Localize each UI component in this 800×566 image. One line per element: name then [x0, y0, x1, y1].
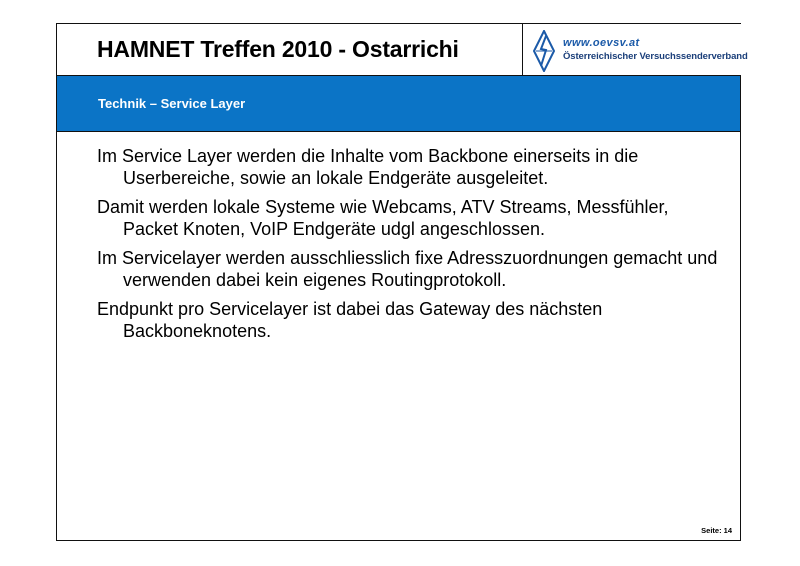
- section-subtitle: Technik – Service Layer: [98, 96, 246, 111]
- paragraph-1: Im Service Layer werden die Inhalte vom Backbone einerseits in die Userbereiche, sowie an lokale Endgeräte ausgeleitet.: [97, 146, 639, 188]
- lightning-bolt-logo-icon: [533, 30, 555, 72]
- logo-url-text: www.oevsv.at: [563, 37, 640, 49]
- slide-content: [97, 145, 727, 349]
- section-band: [57, 76, 740, 132]
- paragraph-3: Im Servicelayer werden ausschliesslich fixe Adresszuordnungen gemacht und verwenden dabei kein eigenes Routingprotokoll.: [97, 248, 718, 290]
- logo-org-text: Österreichischer Versuchssenderverband: [563, 51, 748, 62]
- slide-title: HAMNET Treffen 2010 - Ostarrichi: [97, 36, 459, 62]
- oevsv-logo: [522, 24, 748, 75]
- paragraph-2: Damit werden lokale Systeme wie Webcams, ATV Streams, Messfühler, Packet Knoten, VoIP Endgeräte udgl angeschlossen.: [97, 197, 669, 239]
- paragraph-4: Endpunkt pro Servicelayer ist dabei das Gateway des nächsten Backboneknotens.: [97, 299, 603, 341]
- page-number: Seite: 14: [701, 526, 732, 535]
- slide: [56, 23, 748, 541]
- slide-header: [57, 24, 748, 76]
